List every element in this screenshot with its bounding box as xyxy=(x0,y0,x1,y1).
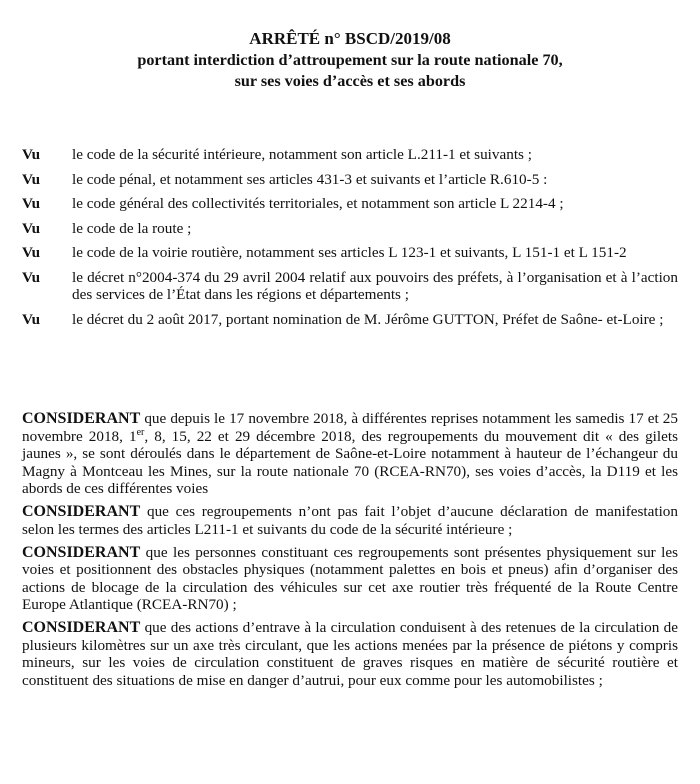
vu-label: Vu xyxy=(22,195,41,212)
document-subtitle xyxy=(0,50,700,92)
vu-label: Vu xyxy=(22,146,41,163)
vu-text: le code de la route ; xyxy=(72,219,192,237)
vu-list xyxy=(22,146,678,335)
vu-item xyxy=(22,244,678,262)
vu-item xyxy=(22,311,678,329)
considerant-paragraph xyxy=(22,503,678,538)
considerant-paragraph xyxy=(22,410,678,498)
considerant-text: que les personnes constituant ces regroupements sont présentes physiquement sur les voies et positionnent des obstacles physiques (notamment palettes en bois et pneus) afin d’organiser des actions de blocage de la circulation des véhicules sur cet axe routier très fréquenté de la Route Centre Europe Atlantique (RCEA-RN70) ; xyxy=(22,543,678,613)
considerant-text: que ces regroupements n’ont pas fait l’objet d’aucune déclaration de manifestation selon les termes des articles L211-1 et suivants du code de la sécurité intérieure ; xyxy=(22,503,678,538)
considerant-label: CONSIDERANT xyxy=(22,503,141,520)
considerant-label: CONSIDERANT xyxy=(22,543,141,561)
considerant-paragraph xyxy=(22,619,678,689)
vu-label: Vu xyxy=(22,244,41,261)
vu-label: Vu xyxy=(22,219,41,237)
vu-label: Vu xyxy=(22,268,41,286)
considerant-label: CONSIDERANT xyxy=(22,619,141,636)
vu-text: le code pénal, et notamment ses articles 431-3 et suivants et l’article R.610-5 : xyxy=(72,170,548,188)
vu-text: le code de la voirie routière, notamment ses articles L 123-1 et suivants, L 151-1 et L 151-2 xyxy=(72,244,627,261)
vu-item xyxy=(22,146,678,164)
vu-item xyxy=(22,171,678,189)
vu-label: Vu xyxy=(22,170,41,188)
ordinal-superscript: er xyxy=(136,426,145,438)
considerant-text: que des actions d’entrave à la circulation conduisent à des retenues de la circulation de plusieurs kilomètres sur un axe très circulant, que les actions menées par la présence de piétons y compris mineurs, sur les voies de circulation constituent de graves risques en matière de sécurité routière et constituent des situations de mise en danger d’autrui, pour eux comme pour les automobilistes ; xyxy=(22,619,678,689)
vu-text: le code de la sécurité intérieure, notamment son article L.211-1 et suivants ; xyxy=(72,146,532,163)
vu-item xyxy=(22,195,678,213)
vu-text: le décret du 2 août 2017, portant nomination de M. Jérôme GUTTON, Préfet de Saône- et-Loire ; xyxy=(72,310,664,328)
considerant-text: que depuis le 17 novembre 2018, à différentes reprises notamment les samedis 17 et 25 novembre 2018, 1 xyxy=(22,410,678,445)
vu-label: Vu xyxy=(22,310,41,328)
considerant-label: CONSIDERANT xyxy=(22,410,141,427)
vu-text: le code général des collectivités territoriales, et notamment son article L 2214-4 ; xyxy=(72,195,564,212)
vu-text: le décret n°2004-374 du 29 avril 2004 relatif aux pouvoirs des préfets, à l’organisation et à l’action des services de l’État dans les régions et départements ; xyxy=(72,268,678,303)
considerant-list xyxy=(22,410,678,695)
vu-item xyxy=(22,269,678,304)
document-title: ARRÊTÉ n° BSCD/2019/08 xyxy=(249,29,451,48)
subtitle-line-2: sur ses voies d’accès et ses abords xyxy=(234,72,466,90)
considerant-paragraph xyxy=(22,544,678,614)
vu-item xyxy=(22,220,678,238)
considerant-text-continued: , 8, 15, 22 et 29 décembre 2018, des regroupements du mouvement dit « des gilets jaunes », se sont déroulés dans le département de Saône-et-Loire notamment à hauteur de l’échangeur du Magny à Montceau les Mines, sur la route nationale 70 (RCEA-RN70), ses voies d’accès, la D119 et les abords de ces différentes voies xyxy=(22,427,678,497)
subtitle-line-1: portant interdiction d’attroupement sur la route nationale 70, xyxy=(137,51,563,69)
